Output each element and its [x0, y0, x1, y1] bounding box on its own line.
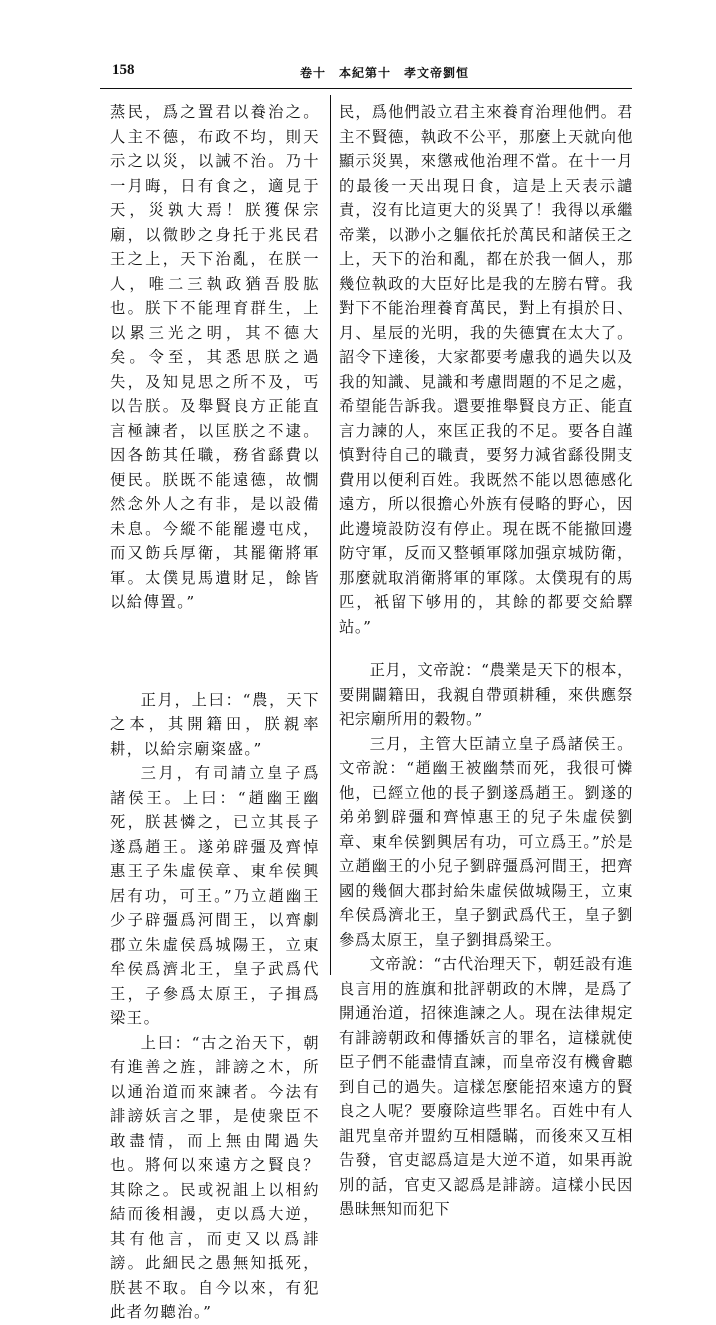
original-paragraph: 上曰：“古之治天下，朝有進善之旌，誹謗之木，所以通治道而來諫者。今法有誹謗妖言之罪，是使衆臣不敢盡情，而上無由聞過失也。將何以來遠方之賢良？其除之。民或祝詛上以相約結而後相謾，吏以爲大逆，其有他言，而吏又以爲誹謗。此細民之愚無知抵死，朕甚不取。自今以來，有犯此者勿聽治。”: [110, 1033, 320, 1321]
translation-paragraph: 三月，主管大臣請立皇子爲諸侯王。文帝說：“趙幽王被幽禁而死，我很可憐他，已經立他的長子劉遂爲趙王。劉遂的弟弟劉辟彊和齊悼惠王的兒子朱虛侯劉章、東牟侯劉興居有功，可立爲王。”於是立趙幽王的小兒子劉辟彊爲河間王，把齊國的幾個大郡封給朱虛侯做城陽王，立東牟侯爲濟北王，皇子劉武爲代王，皇子劉參爲太原王，皇子劉揖爲梁王。: [339, 734, 633, 949]
translation-column: [339, 100, 633, 1222]
column-divider: [330, 95, 331, 975]
translation-paragraph: 正月，文帝說：“農業是天下的根本，要開闢籍田，我親自帶頭耕種，來供應祭祀宗廟所用的穀物。”: [339, 661, 633, 728]
translation-paragraph: 民，爲他們設立君主來養育治理他們。君主不賢德，執政不公平，那麼上天就向他顯示災異，來懲戒他治理不當。在十一月的最後一天出現日食，這是上天表示譴責，沒有比這更大的災異了！我得以承繼帝業，以渺小之軀依托於萬民和諸侯王之上，天下的治和亂，都在於我一個人，那幾位執政的大臣好比是我的左膀右臂。我對下不能治理養育萬民，對上有損於日、月、星辰的光明，我的失德實在太大了。詔令下達後，大家都要考慮我的過失以及我的知識、見識和考慮問題的不足之處，希望能告訴我。還要推舉賢良方正、能直言力諫的人，來匡正我的不足。要各自謹慎對待自己的職責，要努力減省繇役開支費用以便利百姓。我既然不能以恩德感化遠方，所以很擔心外族有侵略的野心，因此邊境設防沒有停止。現在既不能撤回邊防守軍，反而又整頓軍隊加强京城防衛，那麼就取消衛將軍的軍隊。太僕現有的馬匹，衹留下够用的，其餘的都要交給驛站。”: [339, 103, 633, 636]
original-text-column: [110, 100, 320, 1325]
header-rule: [100, 88, 632, 89]
original-paragraph: 蒸民，爲之置君以養治之。人主不德，布政不均，則天示之以災，以誡不治。乃十一月晦，日有食之，適見于天，災孰大焉！朕獲保宗廟，以微眇之身托于兆民君王之上，天下治亂，在朕一人，唯二三執政猶吾股肱也。朕下不能理育群生，上以累三光之明，其不德大矣。令至，其悉思朕之過失，及知見思之所不及，丐以告朕。及舉賢良方正能直言極諫者，以匡朕之不逮。因各飭其任職，務省繇費以便民。朕既不能遠德，故憪然念外人之有非，是以設備未息。今縱不能罷邊屯戍，而又飭兵厚衛，其罷衛將軍軍。太僕見馬遺財足，餘皆以給傳置。”: [110, 103, 320, 611]
translation-paragraph: 文帝說：“古代治理天下，朝廷設有進良言用的旌旗和批評朝政的木牌，是爲了開通治道，招徠進諫之人。現在法律規定有誹謗朝政和傳播妖言的罪名，這樣就使臣子們不能盡情直諫，而皇帝沒有機會聽到自己的過失。這樣怎麼能招來遠方的賢良之人呢？要廢除這些罪名。百姓中有人詛咒皇帝并盟約互相隱瞞，而後來又互相告發，官吏認爲這是大逆不道，如果再說別的話，官吏又認爲是誹謗。這樣小民因愚昧無知而犯下: [339, 955, 633, 1218]
running-header: 卷十 本紀第十 孝文帝劉恒: [300, 66, 470, 80]
page-number: 158: [112, 62, 135, 78]
original-paragraph: 三月，有司請立皇子爲諸侯王。上曰：“趙幽王幽死，朕甚憐之，已立其長子遂爲趙王。遂弟辟彊及齊悼惠王子朱虛侯章、東牟侯興居有功，可王。”乃立趙幽王少子辟彊爲河間王，以齊劇郡立朱虛侯爲城陽王，立東牟侯爲濟北王，皇子武爲代王，子參爲太原王，子揖爲梁王。: [110, 764, 320, 1027]
original-paragraph: 正月，上曰：“農，天下之本，其開籍田，朕親率耕，以給宗廟粢盛。”: [110, 690, 320, 758]
